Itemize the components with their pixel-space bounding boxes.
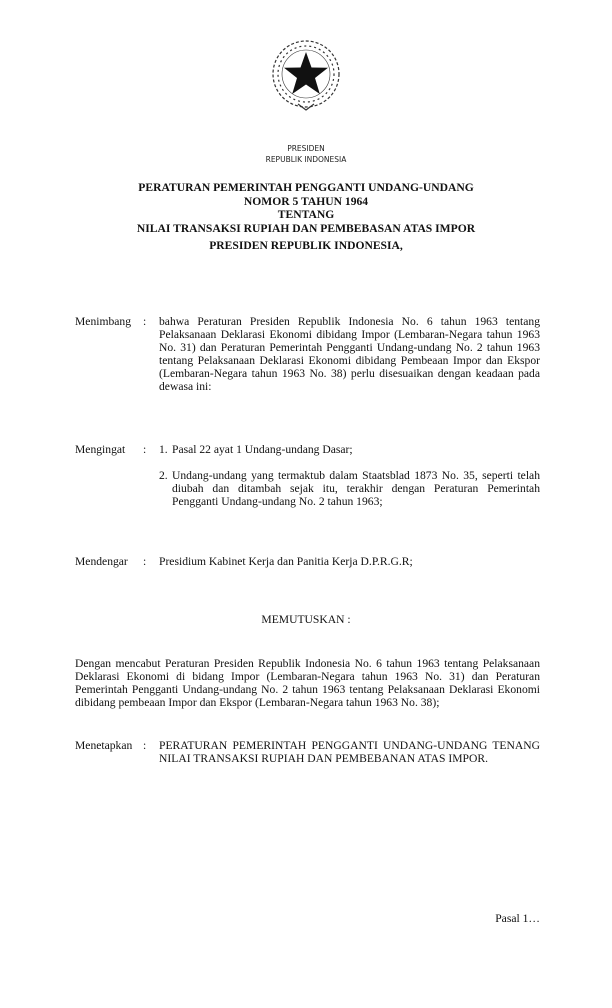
item-number: 2. (159, 469, 168, 482)
title-line-2: NOMOR 5 TAHUN 1964 (243, 194, 369, 208)
mendengar-label: Mendengar (75, 555, 128, 568)
title-line-4: NILAI TRANSAKSI RUPIAH DAN PEMBEBASAN ATAS IMPOR (136, 221, 476, 235)
emblem-line-1: PRESIDEN (287, 144, 325, 153)
menetapkan-colon: : (143, 739, 147, 752)
garuda-presidential-emblem (268, 38, 344, 128)
menetapkan-text: PERATURAN PEMERINTAH PENGGANTI UNDANG-UNDANG TENANG NILAI TRANSAKSI RUPIAH DAN PEMBEBANAN ATAS IMPOR. (159, 739, 540, 765)
item-number: 1. (159, 443, 168, 456)
title-line-3: TENTANG (277, 208, 335, 221)
emblem-line-2: REPUBLIK INDONESIA (265, 155, 347, 164)
mengingat-list (159, 443, 540, 508)
list-item (159, 443, 540, 456)
memutuskan-heading: MEMUTUSKAN : (261, 613, 351, 626)
star-wreath-icon (268, 38, 344, 128)
document-title (60, 181, 552, 235)
item-text: Undang-undang yang termaktub dalam Staatsblad 1873 No. 35, seperti telah diubah dan ditambah sejak itu, terakhir dengan Peraturan Pemerintah Pengganti Undang-undang No. 2 tahun 1963; (172, 469, 540, 508)
menetapkan-label: Menetapkan (75, 739, 133, 752)
mendengar-text: Presidium Kabinet Kerja dan Panitia Kerja D.P.R.G.R; (159, 555, 413, 568)
menimbang-label: Menimbang (75, 315, 132, 328)
title-line-1: PERATURAN PEMERINTAH PENGGANTI UNDANG-UNDANG (138, 181, 474, 194)
issuer-heading: PRESIDEN REPUBLIK INDONESIA, (209, 239, 403, 252)
continuation-footer: Pasal 1… (495, 912, 540, 925)
menimbang-colon: : (143, 315, 147, 328)
mengingat-colon: : (143, 443, 147, 456)
mengingat-label: Mengingat (75, 443, 126, 456)
menimbang-text: bahwa Peraturan Presiden Republik Indonesia No. 6 tahun 1963 tentang Pelaksanaan Deklarasi Ekonomi dibidang Impor (Lembaran-Negara tahun 1963 No. 31) dan Peraturan Pemerintah Pengganti Undang-undang No. 2 tahun 1963 tentang Pelaksanaan Deklarasi Ekonomi dibidang Pembeaan Impor dan Ekspor (Lembaran-Negara tahun 1963 No. 38) perlu disesuaikan dengan keadaan pada dewasa ini: (159, 315, 540, 393)
list-item (159, 469, 540, 508)
revocation-paragraph: Dengan mencabut Peraturan Presiden Republik Indonesia No. 6 tahun 1963 tentang Pelaksanaan Deklarasi Ekonomi di bidang Impor (Lembaran-Negara tahun 1963 No. 31) dan Peraturan Pemerintah Pengganti Undang-undang No. 2 tahun 1963 tentang Pelaksanaan Deklarasi Ekonomi dibidang pembeaan Impor dan Ekspor (Lembaran-Negara tahun 1963 No. 38); (75, 657, 540, 709)
mendengar-colon: : (143, 555, 147, 568)
item-text: Pasal 22 ayat 1 Undang-undang Dasar; (172, 443, 353, 456)
emblem-caption (206, 143, 406, 165)
